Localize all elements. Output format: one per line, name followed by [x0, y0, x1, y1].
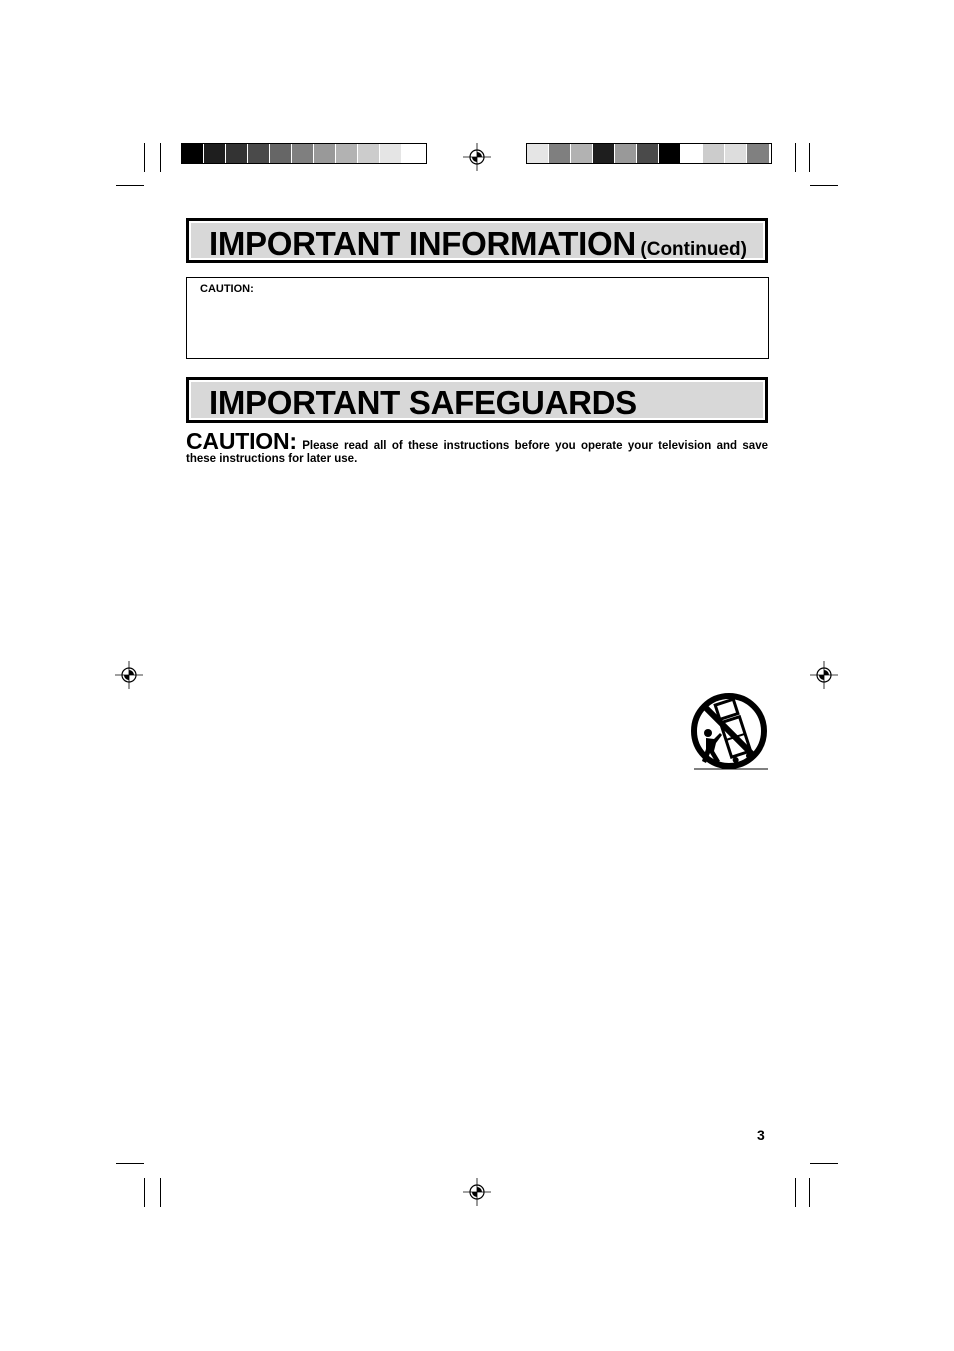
registration-mark-icon	[463, 1178, 491, 1206]
important-information-title: IMPORTANT INFORMATION	[209, 225, 636, 262]
color-bar-right	[526, 143, 772, 164]
color-swatch	[336, 144, 358, 163]
color-swatch	[549, 144, 571, 163]
caution-box	[186, 277, 769, 359]
caution-box-label: CAUTION:	[200, 283, 254, 295]
safeguards-caution-text: Please read all of these instructions before you operate your television and save these instructions for later use.	[186, 440, 768, 465]
crop-mark-top-right-h	[810, 185, 838, 186]
color-swatch	[637, 144, 659, 163]
registration-mark-icon	[115, 661, 143, 689]
page-number: 3	[757, 1127, 765, 1143]
color-swatch	[681, 144, 703, 163]
color-swatch	[380, 144, 402, 163]
color-swatch	[725, 144, 747, 163]
color-swatch	[270, 144, 292, 163]
color-swatch	[314, 144, 336, 163]
crop-mark-bottom-right-v2	[809, 1178, 810, 1207]
important-safeguards-heading	[186, 377, 768, 423]
crop-mark-top-left-h	[116, 185, 144, 186]
crop-mark-bottom-right-v1	[795, 1178, 796, 1207]
crop-mark-top-right-v2	[809, 143, 810, 172]
important-information-heading	[186, 218, 768, 263]
crop-mark-bottom-left-h	[116, 1163, 144, 1164]
color-swatch	[292, 144, 314, 163]
cart-tipover-warning-icon	[690, 693, 768, 773]
color-swatch	[226, 144, 248, 163]
color-swatch	[182, 144, 204, 163]
color-swatch	[615, 144, 637, 163]
color-swatch	[527, 144, 549, 163]
color-swatch	[248, 144, 270, 163]
color-swatch	[593, 144, 615, 163]
color-swatch	[659, 144, 681, 163]
color-swatch	[358, 144, 380, 163]
crop-mark-top-right-v1	[795, 143, 796, 172]
safeguards-caution-label: CAUTION:	[186, 428, 297, 454]
important-information-subtitle: (Continued)	[640, 239, 747, 260]
registration-mark-icon	[463, 143, 491, 171]
crop-mark-top-left-v2	[160, 143, 161, 172]
color-swatch	[204, 144, 226, 163]
color-swatch	[571, 144, 593, 163]
crop-mark-bottom-left-v2	[160, 1178, 161, 1207]
safeguards-caution-paragraph	[186, 430, 768, 466]
color-swatch	[402, 144, 424, 163]
color-swatch	[703, 144, 725, 163]
color-swatch	[747, 144, 769, 163]
crop-mark-bottom-left-v1	[144, 1178, 145, 1207]
registration-mark-icon	[810, 661, 838, 689]
crop-mark-bottom-right-h	[810, 1163, 838, 1164]
color-bar-left	[181, 143, 427, 164]
crop-mark-top-left-v1	[144, 143, 145, 172]
important-safeguards-title: IMPORTANT SAFEGUARDS	[209, 384, 637, 421]
